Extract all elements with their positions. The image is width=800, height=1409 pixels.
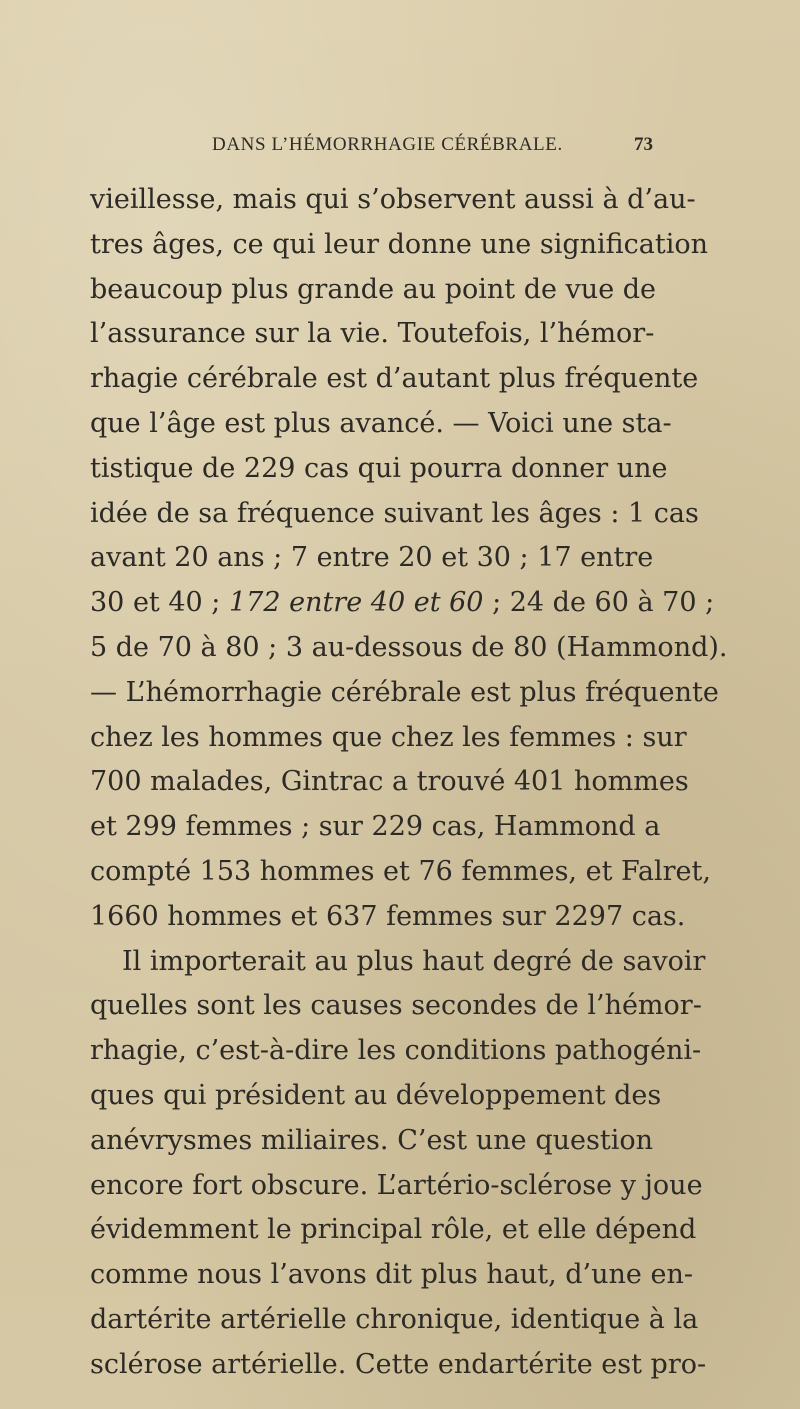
text-segment: 30 et 40 ; bbox=[90, 587, 229, 619]
text-line: avant 20 ans ; 7 entre 20 et 30 ; 17 entre bbox=[90, 542, 654, 574]
text-line: et 299 femmes ; sur 229 cas, Hammond a bbox=[90, 811, 661, 843]
text-line: que l’âge est plus avancé. — Voici une sta- bbox=[90, 407, 672, 439]
text-line: tistique de 229 cas qui pourra donner une bbox=[90, 452, 668, 484]
text-line: beaucoup plus grande au point de vue de bbox=[90, 273, 657, 305]
italic-segment: 172 entre 40 et 60 bbox=[228, 587, 484, 619]
body-text bbox=[90, 178, 728, 1388]
paragraph-start-line: Il importerait au plus haut degré de savoir bbox=[122, 945, 706, 977]
text-line: rhagie cérébrale est d’autant plus fréquente bbox=[90, 363, 699, 395]
text-line: l’assurance sur la vie. Toutefois, l’hémor- bbox=[90, 318, 655, 350]
text-line: compté 153 hommes et 76 femmes, et Falret, bbox=[90, 855, 711, 887]
text-line: vieillesse, mais qui s’observent aussi à d’au- bbox=[90, 184, 696, 215]
text-line: tres âges, ce qui leur donne une signification bbox=[90, 228, 708, 260]
text-line: idée de sa fréquence suivant les âges : 1 cas bbox=[90, 497, 699, 529]
text-segment: ; 24 de 60 à 70 ; bbox=[483, 587, 715, 619]
text-line: quelles sont les causes secondes de l’hémor- bbox=[90, 990, 702, 1022]
text-line: chez les hommes que chez les femmes : sur bbox=[90, 721, 687, 753]
text-line: 700 malades, Gintrac a trouvé 401 hommes bbox=[90, 766, 689, 798]
text-line: anévrysmes miliaires. C’est une question bbox=[90, 1124, 653, 1156]
text-line: ques qui président au développement des bbox=[90, 1079, 662, 1111]
text-line-with-italics bbox=[90, 581, 715, 626]
text-line: évidemment le principal rôle, et elle dépend bbox=[90, 1214, 697, 1246]
running-head bbox=[90, 134, 653, 164]
text-line: sclérose artérielle. Cette endartérite est pro- bbox=[90, 1348, 707, 1380]
text-line: — L’hémorrhagie cérébrale est plus fréquente bbox=[90, 676, 719, 708]
paragraph-end-line: 1660 hommes et 637 femmes sur 2297 cas. bbox=[90, 900, 686, 932]
text-line: dartérite artérielle chronique, identique à la bbox=[90, 1303, 699, 1335]
page-number: 73 bbox=[634, 134, 653, 155]
text-line: 5 de 70 à 80 ; 3 au-dessous de 80 (Hammond). bbox=[90, 631, 728, 663]
text-line: encore fort obscure. L’artério-sclérose y joue bbox=[90, 1169, 703, 1201]
text-line: rhagie, c’est-à-dire les conditions pathogéni- bbox=[90, 1035, 702, 1067]
text-line: comme nous l’avons dit plus haut, d’une en- bbox=[90, 1259, 693, 1291]
running-title: DANS L’HÉMORRHAGIE CÉRÉBRALE. bbox=[212, 134, 563, 155]
